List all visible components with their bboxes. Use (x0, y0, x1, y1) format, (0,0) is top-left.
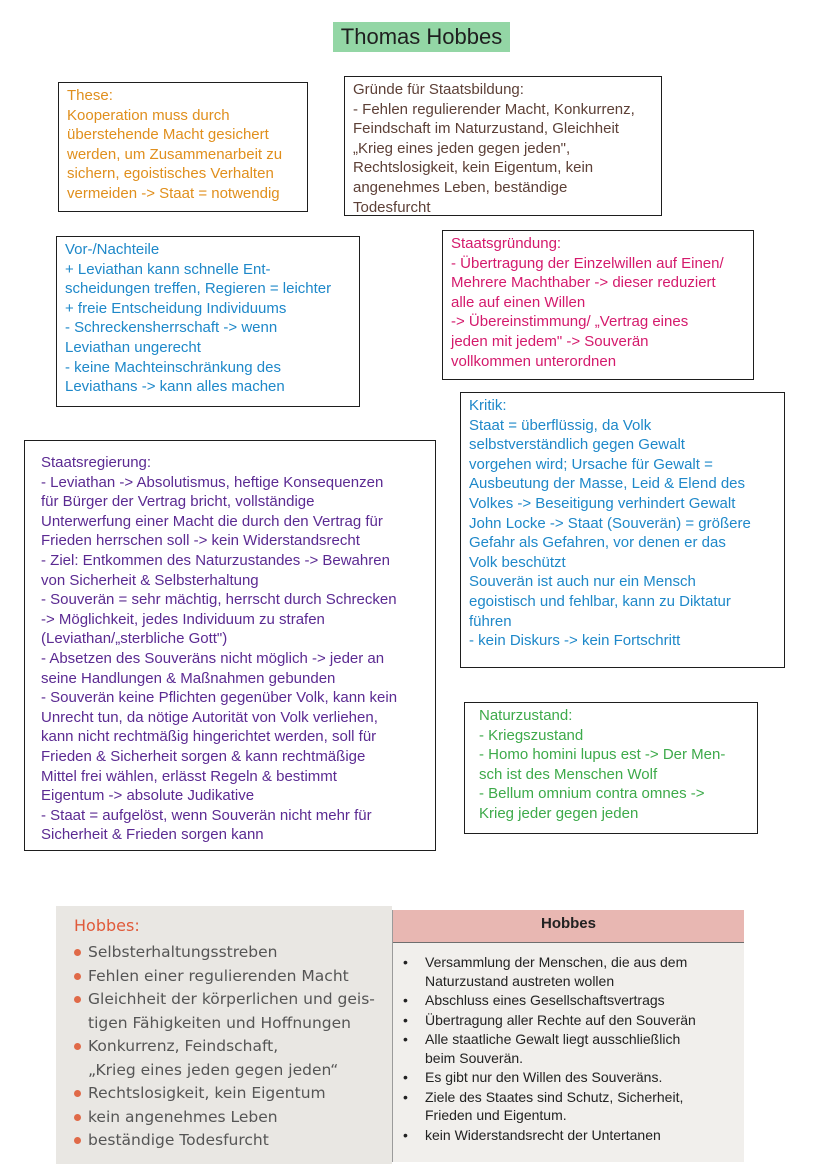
kritik-line: Volk beschützt (469, 553, 566, 571)
list-item-text: Fehlen einer regulierenden Macht (88, 966, 349, 985)
bullet-icon (74, 973, 81, 980)
kritik-line: Staat = überflüssig, da Volk (469, 416, 652, 434)
bullet-icon (74, 949, 81, 956)
staatsgruendung-box (442, 230, 754, 380)
kritik-line: vorgehen wird; Ursache für Gewalt = (469, 455, 713, 473)
these-line: sichern, egoistisches Verhalten (67, 165, 274, 183)
list-item-text: beständige Todesfurcht (88, 1131, 269, 1149)
staatsgruendung-line: - Übertragung der Einzelwillen auf Einen/ (451, 254, 724, 272)
list-item (399, 1088, 738, 1125)
bullet-icon: • (403, 1011, 408, 1028)
vornachteile-line: Leviathan ungerecht (65, 338, 201, 356)
kritik-line: selbstverständlich gegen Gewalt (469, 436, 685, 454)
gruende-staatsbildung-box (344, 76, 662, 216)
naturzustand-line: Naturzustand: (479, 707, 573, 724)
list-item (399, 1068, 738, 1087)
vor-nachteile-box (56, 236, 360, 407)
page-title: Thomas Hobbes (333, 22, 510, 52)
kritik-line: Souverän ist auch nur ein Mensch (469, 573, 696, 591)
list-item (399, 991, 738, 1010)
naturzustand-line: - Kriegszustand (479, 726, 584, 744)
staatsregierung-line: Sicherheit & Frieden sorgen kann (41, 826, 264, 844)
these-line: werden, um Zusammenarbeit zu (67, 145, 283, 163)
staatsregierung-line: - Souverän = sehr mächtig, herrscht durch Schrecken (41, 591, 397, 609)
naturzustand-line: - Bellum omnium contra omnes -> (479, 785, 705, 803)
staatsgruendung-line: Mehrere Machthaber -> dieser reduziert (451, 274, 716, 292)
these-line: Kooperation muss durch (67, 106, 230, 124)
vornachteile-line: + freie Entscheidung Individuums (65, 299, 287, 317)
list-item-text: „Krieg eines jeden gegen jeden“ (88, 1060, 339, 1079)
naturzustand-box (464, 702, 758, 834)
card-left-title: Hobbes: (74, 916, 140, 935)
staatsregierung-line: Unrecht tun, da nötige Autorität von Volk verliehen, (41, 708, 378, 726)
kritik-box (460, 392, 785, 668)
naturzustand-line: - Homo homini lupus est -> Der Men- (479, 746, 726, 764)
list-item-text: Gleichheit der körperlichen und geis- (88, 990, 375, 1008)
list-item-text: Versammlung der Menschen, die aus dem (425, 954, 688, 970)
gruende-line: Gründe für Staatsbildung: (353, 81, 524, 98)
list-item-text: Abschluss eines Gesellschaftsvertrags (425, 992, 665, 1008)
list-item-text: Selbsterhaltungsstreben (88, 943, 278, 961)
bullet-icon (74, 996, 81, 1003)
vornachteile-line: - Schreckensherrschaft -> wenn (65, 319, 278, 337)
naturzustand-line: sch ist des Menschen Wolf (479, 765, 658, 783)
staatsregierung-line: für Bürger der Vertrag bricht, vollständige (41, 493, 315, 511)
hobbes-table-card (392, 910, 744, 1162)
kritik-line: Ausbeutung der Masse, Leid & Elend des (469, 475, 746, 493)
staatsregierung-line: -> Möglichkeit, jedes Individuum zu strafen (41, 610, 325, 628)
list-item-text: Konkurrenz, Feindschaft, (88, 1037, 279, 1055)
staatsregierung-line: - Souverän keine Pflichten gegenüber Volk, kann kein (41, 689, 398, 707)
staatsregierung-box (24, 440, 436, 851)
gruende-line: Feindschaft im Naturzustand, Gleichheit (353, 120, 619, 138)
these-line: vermeiden -> Staat = notwendig (67, 184, 280, 202)
staatsregierung-line: Eigentum -> absolute Judikative (41, 787, 255, 805)
list-item-text: beim Souverän. (425, 1049, 524, 1066)
vornachteile-line: + Leviathan kann schnelle Ent- (65, 260, 271, 278)
kritik-line: egoistisch und fehlbar, kann zu Diktatur (469, 592, 731, 610)
list-item-text: Frieden und Eigentum. (425, 1107, 567, 1123)
list-item-text: Alle staatliche Gewalt liegt ausschließlich (425, 1031, 681, 1047)
list-item-text: kein Widerstandsrecht der Untertanen (425, 1126, 661, 1143)
list-item (74, 1106, 392, 1130)
vornachteile-line: scheidungen treffen, Regieren = leichter (65, 280, 332, 298)
staatsregierung-line: von Sicherheit & Selbsterhaltung (41, 571, 259, 589)
list-item-text: Übertragung aller Rechte auf den Souverän (425, 1011, 696, 1028)
kritik-line: Volkes -> Beseitigung verhindert Gewalt (469, 494, 736, 512)
staatsregierung-line: - Leviathan -> Absolutismus, heftige Konsequenzen (41, 473, 384, 491)
these-line: überstehende Macht gesichert (67, 126, 269, 144)
kritik-line: John Locke -> Staat (Souverän) = größere (469, 514, 751, 532)
staatsregierung-line: kann nicht rechtmäßig hingerichtet werden, soll für (41, 728, 377, 746)
bullet-icon: • (403, 992, 408, 1008)
card-right-header: Hobbes (393, 910, 744, 943)
bullet-icon: • (403, 1031, 408, 1047)
list-item-text: Ziele des Staates sind Schutz, Sicherheit, (425, 1088, 684, 1105)
kritik-line: Gefahr als Gefahren, vor denen er das (469, 534, 726, 552)
list-item (74, 941, 392, 965)
list-item-text: tigen Fähigkeiten und Hoffnungen (88, 1013, 352, 1032)
bullet-icon: • (403, 954, 408, 970)
bullet-icon: • (403, 1088, 408, 1105)
list-item (399, 1126, 738, 1145)
staatsregierung-line: - Absetzen des Souveräns nicht möglich -> jeder an (41, 649, 385, 667)
card-right-list (393, 943, 744, 1144)
kritik-line: Kritik: (469, 397, 507, 414)
staatsregierung-line: - Ziel: Entkommen des Naturzustandes -> Bewahren (41, 551, 390, 569)
list-item-text: Rechtslosigkeit, kein Eigentum (88, 1084, 326, 1102)
list-item (74, 965, 392, 989)
staatsregierung-line: Frieden & Sicherheit sorgen & kann rechtmäßige (41, 747, 366, 765)
these-box (58, 82, 308, 212)
list-item (399, 1030, 738, 1067)
vornachteile-line: Leviathans -> kann alles machen (65, 378, 285, 396)
bullet-icon (74, 1114, 81, 1121)
list-item-text: Naturzustand austreten wollen (425, 972, 615, 989)
list-item (399, 1011, 738, 1030)
staatsregierung-line: Mittel frei wählen, erlässt Regeln & bestimmt (41, 767, 337, 785)
these-line: These: (67, 87, 113, 104)
staatsgruendung-line: alle auf einen Willen (451, 293, 586, 311)
vornachteile-line: - keine Machteinschränkung des (65, 358, 281, 376)
list-item (74, 1129, 392, 1153)
list-item-text: kein angenehmes Leben (88, 1107, 278, 1126)
list-item (399, 953, 738, 990)
staatsgruendung-line: jeden mit jedem" -> Souverän (451, 332, 649, 350)
list-item (74, 1035, 392, 1082)
staatsregierung-line: Staatsregierung: (41, 454, 152, 471)
naturzustand-line: Krieg jeder gegen jeden (479, 804, 639, 822)
list-item-text: Es gibt nur den Willen des Souveräns. (425, 1069, 663, 1085)
bullet-icon (74, 1137, 81, 1144)
staatsregierung-line: - Staat = aufgelöst, wenn Souverän nicht mehr für (41, 806, 372, 824)
staatsregierung-line: Frieden herrschen soll -> kein Widerstandsrecht (41, 532, 360, 550)
staatsgruendung-line: Staatsgründung: (451, 235, 562, 252)
gruende-line: - Fehlen regulierender Macht, Konkurrenz, (353, 100, 635, 118)
bullet-icon: • (403, 1069, 408, 1085)
kritik-line: - kein Diskurs -> kein Fortschritt (469, 632, 681, 650)
card-left-list (74, 941, 392, 1153)
vornachteile-line: Vor-/Nachteile (65, 241, 160, 258)
bullet-icon: • (403, 1126, 408, 1143)
hobbes-summary-card (56, 906, 392, 1164)
gruende-line: „Krieg eines jeden gegen jeden", (353, 139, 571, 157)
gruende-line: angenehmes Leben, beständige (353, 178, 568, 196)
staatsgruendung-line: vollkommen unterordnen (451, 352, 617, 370)
list-item (74, 988, 392, 1035)
staatsregierung-line: (Leviathan/„sterbliche Gott") (41, 630, 228, 648)
staatsgruendung-line: -> Übereinstimmung/ „Vertrag eines (451, 313, 689, 331)
staatsregierung-line: seine Handlungen & Maßnahmen gebunden (41, 669, 336, 687)
bullet-icon (74, 1090, 81, 1097)
bullet-icon (74, 1043, 81, 1050)
kritik-line: führen (469, 612, 512, 630)
staatsregierung-line: Unterwerfung einer Macht die durch den Vertrag für (41, 512, 383, 530)
list-item (74, 1082, 392, 1106)
gruende-line: Todesfurcht (353, 198, 431, 216)
gruende-line: Rechtslosigkeit, kein Eigentum, kein (353, 159, 594, 177)
